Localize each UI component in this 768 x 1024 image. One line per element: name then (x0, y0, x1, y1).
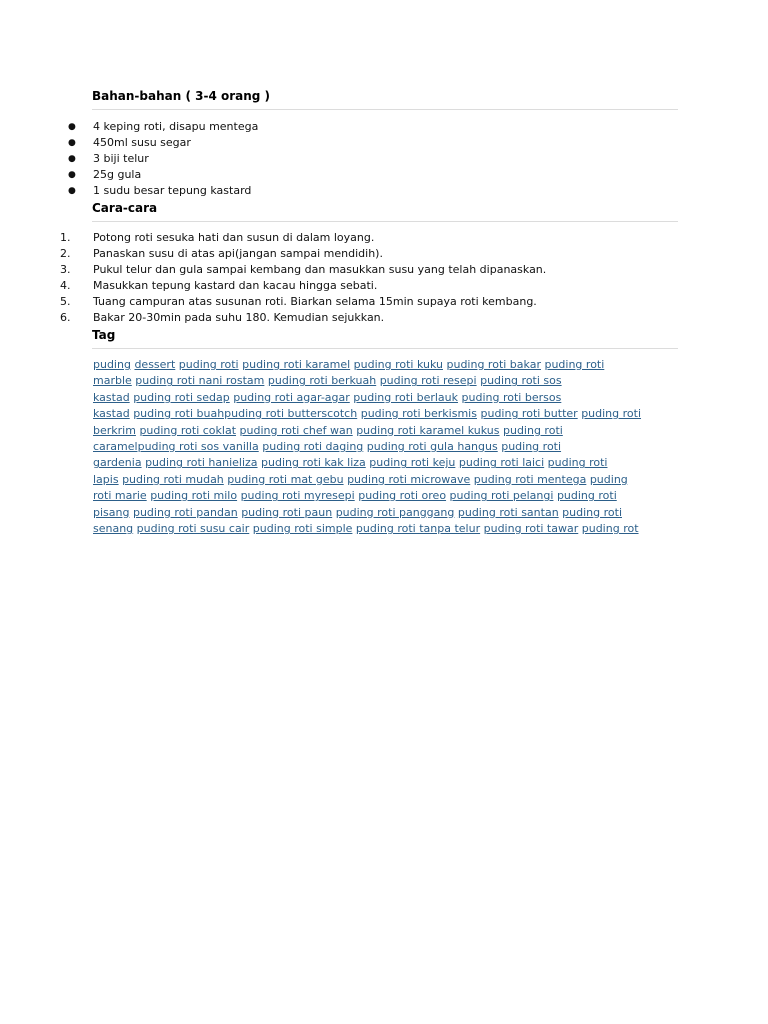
tag-link[interactable]: puding roti nani rostam (135, 374, 265, 388)
tag-link[interactable]: puding roti milo (150, 489, 238, 503)
method-step (0, 310, 768, 326)
tag-link[interactable]: puding roti resepi (379, 374, 477, 388)
tag-link[interactable]: puding roti berkismis (360, 407, 477, 421)
tag-link[interactable]: puding roti (501, 440, 562, 454)
ingredients-list (0, 119, 768, 199)
tag-link[interactable]: gardenia (93, 456, 142, 470)
tag-link[interactable]: puding roti berlauk (353, 390, 459, 404)
tag-link[interactable]: puding roti pandan (132, 505, 238, 519)
step-text: Bakar 20-30min pada suhu 180. Kemudian sejukkan. (93, 311, 385, 324)
step-text: Masukkan tepung kastard dan kacau hingga sebati. (93, 279, 378, 292)
tag-link[interactable]: puding roti butter (480, 407, 578, 421)
tag-link[interactable]: puding roti santan (457, 505, 559, 519)
tag-link[interactable]: puding roti karamel (242, 358, 351, 371)
ingredient-text: 450ml susu segar (93, 136, 191, 149)
tag-link[interactable]: puding roti (502, 423, 563, 437)
tag-link[interactable]: puding roti (544, 358, 605, 371)
tag-link[interactable]: dessert (134, 358, 176, 371)
tag-link[interactable]: puding roti mat gebu (227, 472, 344, 486)
tag-link[interactable]: puding roti (562, 505, 622, 519)
tag-link[interactable]: puding roti susu cair (136, 522, 250, 536)
method-step (0, 230, 768, 246)
ingredient-text: 1 sudu besar tepung kastard (93, 184, 252, 197)
tag-link[interactable]: kastad (93, 407, 130, 421)
tag-link[interactable]: puding roti kuku (353, 358, 443, 371)
bullet-marker: ● (68, 122, 76, 132)
tag-link[interactable]: puding (93, 358, 131, 371)
tag-link[interactable]: puding roti bersos (461, 390, 562, 404)
tag-link[interactable]: puding rot (581, 522, 639, 536)
tag-link[interactable]: puding roti microwave (347, 472, 471, 486)
tag-link[interactable]: puding roti (178, 358, 239, 371)
tag-link[interactable]: puding roti simple (252, 522, 353, 536)
bullet-marker: ● (68, 138, 76, 148)
step-text: Pukul telur dan gula sampai kembang dan masukkan susu yang telah dipanaskan. (93, 263, 547, 276)
tag-link[interactable]: puding roti laici (458, 456, 545, 470)
tag-link[interactable]: puding roti (581, 407, 642, 421)
tag-link[interactable]: puding roti agar-agar (233, 390, 350, 404)
tag-link[interactable]: puding roti tawar (483, 522, 579, 536)
tag-link[interactable]: puding roti panggang (335, 505, 455, 519)
tag-cloud (93, 357, 678, 537)
tag-link[interactable]: puding roti paun (241, 505, 333, 519)
bullet-marker: ● (68, 170, 76, 180)
step-number: 4. (60, 279, 71, 292)
bullet-marker: ● (68, 154, 76, 164)
tag-link[interactable]: puding roti (556, 489, 617, 503)
tag-link[interactable]: puding roti hanieliza (145, 456, 258, 470)
tag-link[interactable]: puding roti oreo (358, 489, 447, 503)
tag-link[interactable]: puding roti berkuah (267, 374, 377, 388)
method-step (0, 294, 768, 310)
step-number: 6. (60, 311, 71, 324)
ingredient-item (0, 119, 768, 135)
step-text: Panaskan susu di atas api(jangan sampai mendidih). (93, 247, 383, 260)
ingredient-item (0, 183, 768, 199)
ingredient-text: 4 keping roti, disapu mentega (93, 120, 259, 133)
tag-link[interactable]: berkrim (93, 423, 136, 437)
tag-link[interactable]: puding roti keju (369, 456, 456, 470)
tags-heading: Tag (92, 328, 678, 349)
tag-link[interactable]: puding roti pelangi (449, 489, 554, 503)
ingredient-item (0, 135, 768, 151)
tag-link[interactable]: puding (589, 472, 628, 486)
tag-link[interactable]: marble (93, 374, 132, 388)
tag-link[interactable]: senang (93, 522, 134, 536)
method-step (0, 246, 768, 262)
method-heading: Cara-cara (92, 201, 678, 222)
ingredient-item (0, 167, 768, 183)
tag-link[interactable]: puding roti daging (262, 440, 364, 454)
tag-link[interactable]: puding roti gula hangus (366, 440, 498, 454)
ingredient-item (0, 151, 768, 167)
step-text: Potong roti sesuka hati dan susun di dalam loyang. (93, 231, 375, 244)
ingredient-text: 3 biji telur (93, 152, 149, 165)
tag-link[interactable]: puding roti tanpa telur (355, 522, 481, 536)
ingredient-text: 25g gula (93, 168, 142, 181)
tag-link[interactable]: puding roti buahpuding roti butterscotch (133, 407, 358, 421)
tag-link[interactable]: puding roti sedap (133, 390, 230, 404)
step-number: 2. (60, 247, 71, 260)
tag-link[interactable]: puding roti kak liza (261, 456, 366, 470)
step-text: Tuang campuran atas susunan roti. Biarkan selama 15min supaya roti kembang. (93, 295, 537, 308)
method-step (0, 278, 768, 294)
tag-link[interactable]: lapis (93, 472, 119, 486)
tag-link[interactable]: puding roti chef wan (239, 423, 353, 437)
step-number: 5. (60, 295, 71, 308)
method-list (0, 230, 768, 326)
tag-link[interactable]: pisang (93, 505, 130, 519)
step-number: 1. (60, 231, 71, 244)
tag-link[interactable]: puding roti mentega (473, 472, 587, 486)
tag-link[interactable]: roti marie (93, 489, 147, 503)
tag-link[interactable]: puding roti coklat (139, 423, 237, 437)
tag-link[interactable]: kastad (93, 390, 130, 404)
tag-link[interactable]: puding roti (547, 456, 608, 470)
tag-link[interactable]: puding roti mudah (122, 472, 224, 486)
tag-link[interactable]: puding roti sos (480, 374, 562, 388)
method-step (0, 262, 768, 278)
tag-link[interactable]: puding roti bakar (446, 358, 541, 371)
tag-link[interactable]: puding roti myresepi (240, 489, 355, 503)
bullet-marker: ● (68, 186, 76, 196)
tag-link[interactable]: caramelpuding roti sos vanilla (93, 440, 259, 454)
tag-link[interactable]: puding roti karamel kukus (356, 423, 500, 437)
step-number: 3. (60, 263, 71, 276)
ingredients-heading: Bahan-bahan ( 3-4 orang ) (92, 89, 678, 110)
